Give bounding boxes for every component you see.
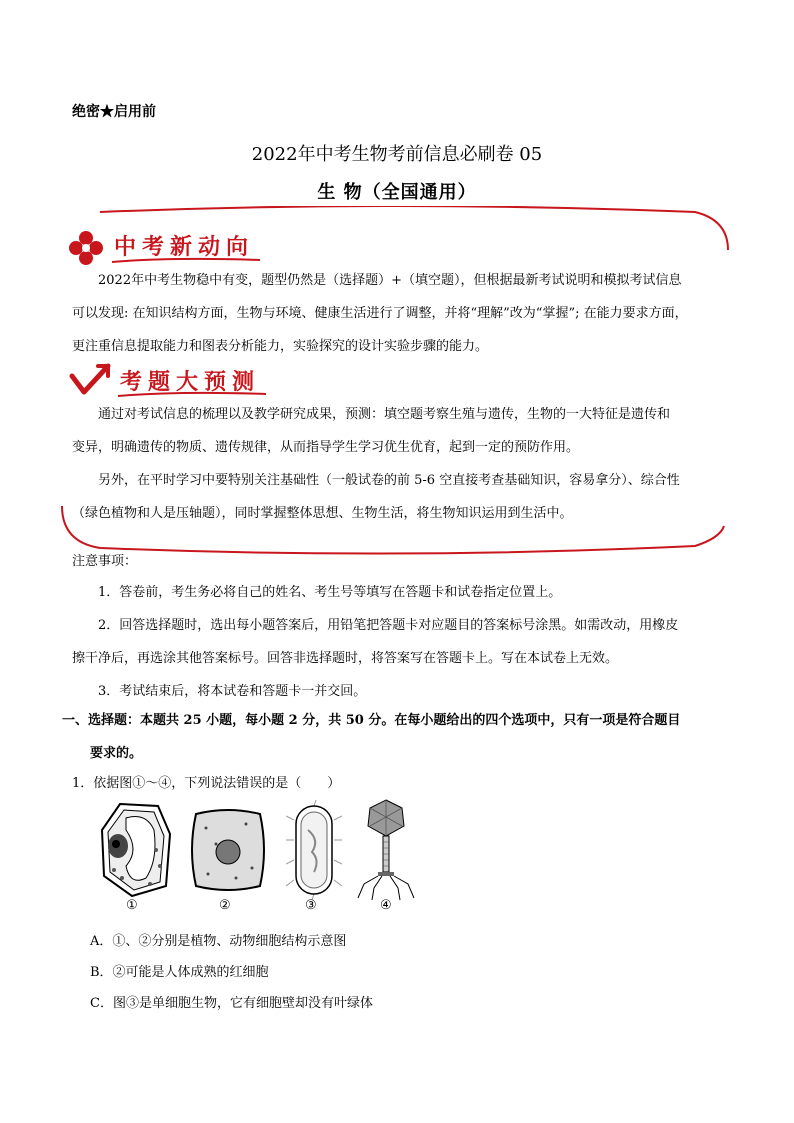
section1-body xyxy=(72,264,724,363)
section2-body xyxy=(72,398,724,530)
section2-line: 另外，在平时学习中要特别关注基础性（一般试卷的前 5-6 空直接考查基础知识，容易拿分）、综合性 xyxy=(98,473,680,488)
section2-line: 通过对考试信息的梳理以及教学研究成果，预测：填空题考察生殖与遗传，生物的一大特征是遗传和 xyxy=(98,407,671,422)
figure-label: ③ xyxy=(305,898,317,913)
section-heading-forecast: 考题大预测 xyxy=(120,370,261,395)
animal-cell-figure xyxy=(186,804,270,896)
notice-item: 2．回答选择题时，选出每小题答案后，用铅笔把答题卡对应题目的答案标号涂黑。如需改动，用橡皮 xyxy=(98,618,679,633)
figure-label: ④ xyxy=(380,898,392,913)
part1-line2: 要求的。 xyxy=(90,746,143,761)
section1-line: 2022年中考生物稳中有变，题型仍然是（选择题）+（填空题），但根据最新考试说明和模拟考试信息 xyxy=(98,273,682,288)
section-heading-trends: 中考新动向 xyxy=(114,235,255,260)
virus-figure xyxy=(356,798,416,902)
part1-line1: 一、选择题：本题共 25 小题，每小题 2 分，共 50 分。在每小题给出的四个选项中，只有一项是符合题目 xyxy=(62,713,681,728)
paper-subtitle: 生 物（全国通用） xyxy=(317,182,477,203)
option-a: A．①、②分别是植物、动物细胞结构示意图 xyxy=(90,934,347,949)
part1-instructions xyxy=(62,704,730,770)
option-b: B．②可能是人体成熟的红细胞 xyxy=(90,965,269,980)
option-c: C．图③是单细胞生物，它有细胞壁却没有叶绿体 xyxy=(90,996,373,1011)
notice-heading: 注意事项： xyxy=(72,554,138,569)
paper-title: 2022年中考生物考前信息必刷卷 05 xyxy=(251,144,543,165)
notice-item: 擦干净后，再选涂其他答案标号。回答非选择题时，将答案写在答题卡上。写在本试卷上无效。 xyxy=(72,651,619,666)
bacterium-figure xyxy=(286,800,342,900)
plant-cell-figure xyxy=(96,800,176,900)
check-arrow-icon xyxy=(68,362,112,398)
flower-icon xyxy=(66,228,106,268)
confidential-mark: 绝密★启用前 xyxy=(72,104,156,120)
figure-label: ② xyxy=(219,898,231,913)
notice-item: 3．考试结束后，将本试卷和答题卡一并交回。 xyxy=(98,684,367,699)
section2-line: 变异，明确遗传的物质、遗传规律，从而指导学生学习优生优育，起到一定的预防作用。 xyxy=(72,440,580,455)
figure-label: ① xyxy=(126,898,138,913)
section1-line: 可以发现: 在知识结构方面，生物与环境、健康生活进行了调整，并将“理解”改为“掌握”; 在能力要求方面， xyxy=(72,306,688,321)
notice-item: 1．答卷前，考生务必将自己的姓名、考生号等填写在答题卡和试卷指定位置上。 xyxy=(98,585,562,600)
section2-line: （绿色植物和人是压轴题），同时掌握整体思想、生物生活，将生物知识运用到生活中。 xyxy=(72,506,573,521)
notice-body xyxy=(72,576,724,708)
question1-stem: 1．依据图①～④，下列说法错误的是（ ） xyxy=(72,776,341,791)
section1-line: 更注重信息提取能力和图表分析能力，实验探究的设计实验步骤的能力。 xyxy=(72,339,489,354)
